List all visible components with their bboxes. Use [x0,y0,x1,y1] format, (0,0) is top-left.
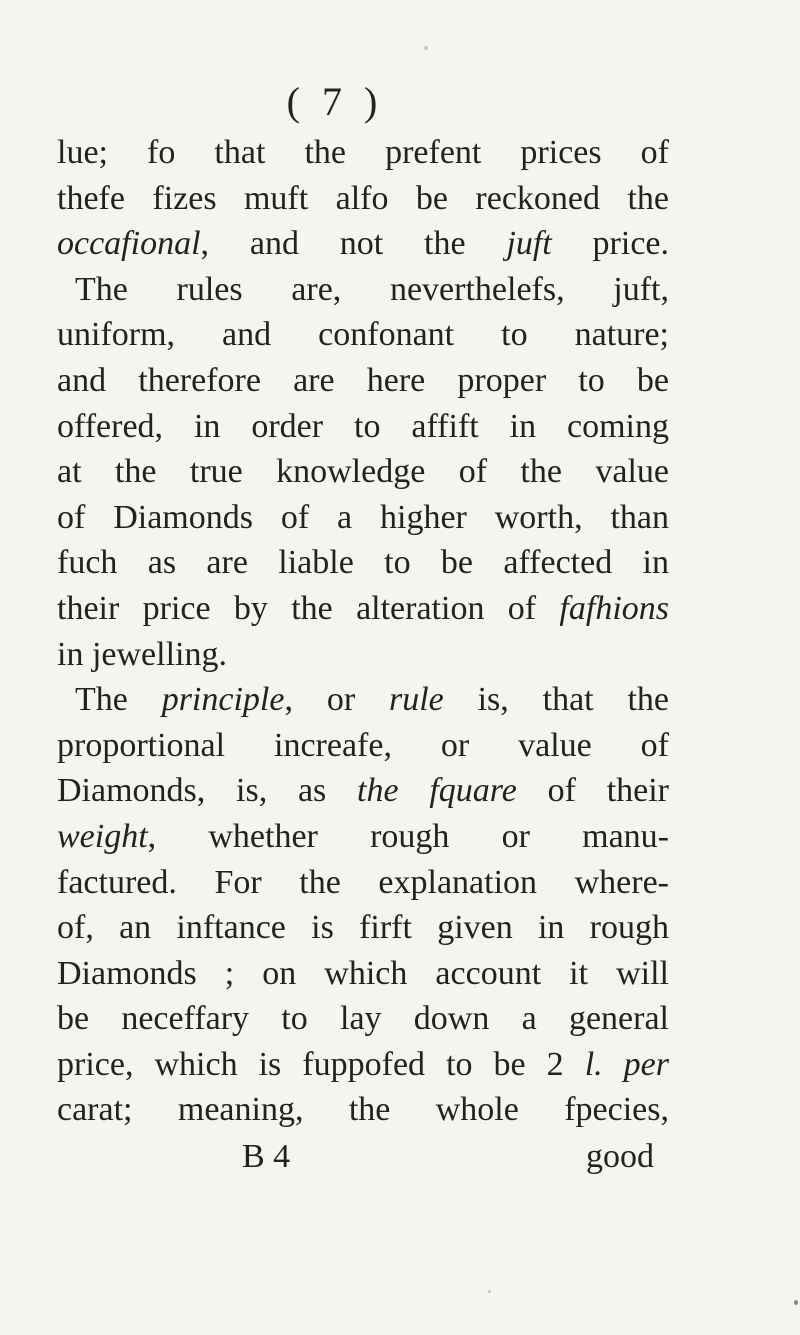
paper-speck [794,1300,798,1305]
text-segment: and therefore are here proper to be [57,361,669,399]
text-line [57,996,669,1042]
text-line [57,860,669,906]
text-segment: , whether rough or manu- [147,817,669,855]
text-segment: be neceffary to lay down a general [57,1000,669,1038]
text-segment: The [75,681,162,719]
text-segment: price, which is fuppofed to be 2 [57,1045,585,1083]
italic-text: weight [57,817,148,855]
text-segment: lue; fo that the prefent prices of [57,134,669,171]
italic-text: occafional [57,225,201,263]
text-line [57,677,669,723]
paper-speck [424,46,428,50]
text-line [57,586,669,632]
text-segment: at the true knowledge of the value [57,453,669,491]
text-line [57,951,669,997]
italic-text: fafhions [559,589,669,627]
text-line [57,814,669,860]
italic-text: the fquare [357,772,517,810]
text-segment: their price by the alteration of [57,589,560,627]
text-line [57,312,669,358]
text-segment: , or [284,681,389,719]
text-line [57,267,669,313]
body-text [57,130,669,1133]
text-line [57,404,669,450]
text-line [57,130,669,176]
text-segment: thefe fizes muft alfo be reckoned the [57,179,669,217]
footer-line [0,1134,800,1180]
text-segment: uniform, and confonant to nature; [57,316,669,354]
text-line [57,358,669,404]
text-segment: in jewelling. [57,635,227,673]
text-segment: of, an inftance is firft given in rough [57,909,669,947]
text-line [57,221,669,267]
text-segment: factured. For the explanation where- [57,863,669,901]
italic-text: rule [388,681,444,719]
text-segment: price. [551,225,670,263]
text-line [57,540,669,586]
text-segment: , and not the [200,225,507,263]
text-line [57,176,669,222]
text-line [57,449,669,495]
italic-text: l. per [584,1045,669,1083]
text-segment: of Diamonds of a higher worth, than [57,498,669,536]
signature-mark: B 4 [242,1138,291,1175]
text-segment: fuch as are liable to be affected in [57,544,669,582]
text-segment: Diamonds, is, as [57,772,358,810]
catchword: good [586,1138,654,1175]
text-segment: is, that the [443,681,669,719]
text-segment: of their [516,772,669,810]
text-segment: carat; meaning, the whole fpecies, [57,1091,669,1129]
text-line [57,1087,669,1133]
text-line [57,905,669,951]
italic-text: juft [506,225,552,263]
text-segment: The rules are, neverthelefs, juft, [75,270,669,308]
text-line [57,723,669,769]
paper-speck [488,1290,491,1293]
text-segment: offered, in order to affift in coming [57,407,669,445]
text-line [57,1042,669,1088]
text-line [57,495,669,541]
text-line [57,768,669,814]
text-line [57,632,669,678]
italic-text: principle [161,681,285,719]
text-segment: proportional increafe, or value of [57,726,669,764]
text-segment: Diamonds ; on which account it will [57,954,669,992]
page-number: ( 7 ) [286,79,384,124]
